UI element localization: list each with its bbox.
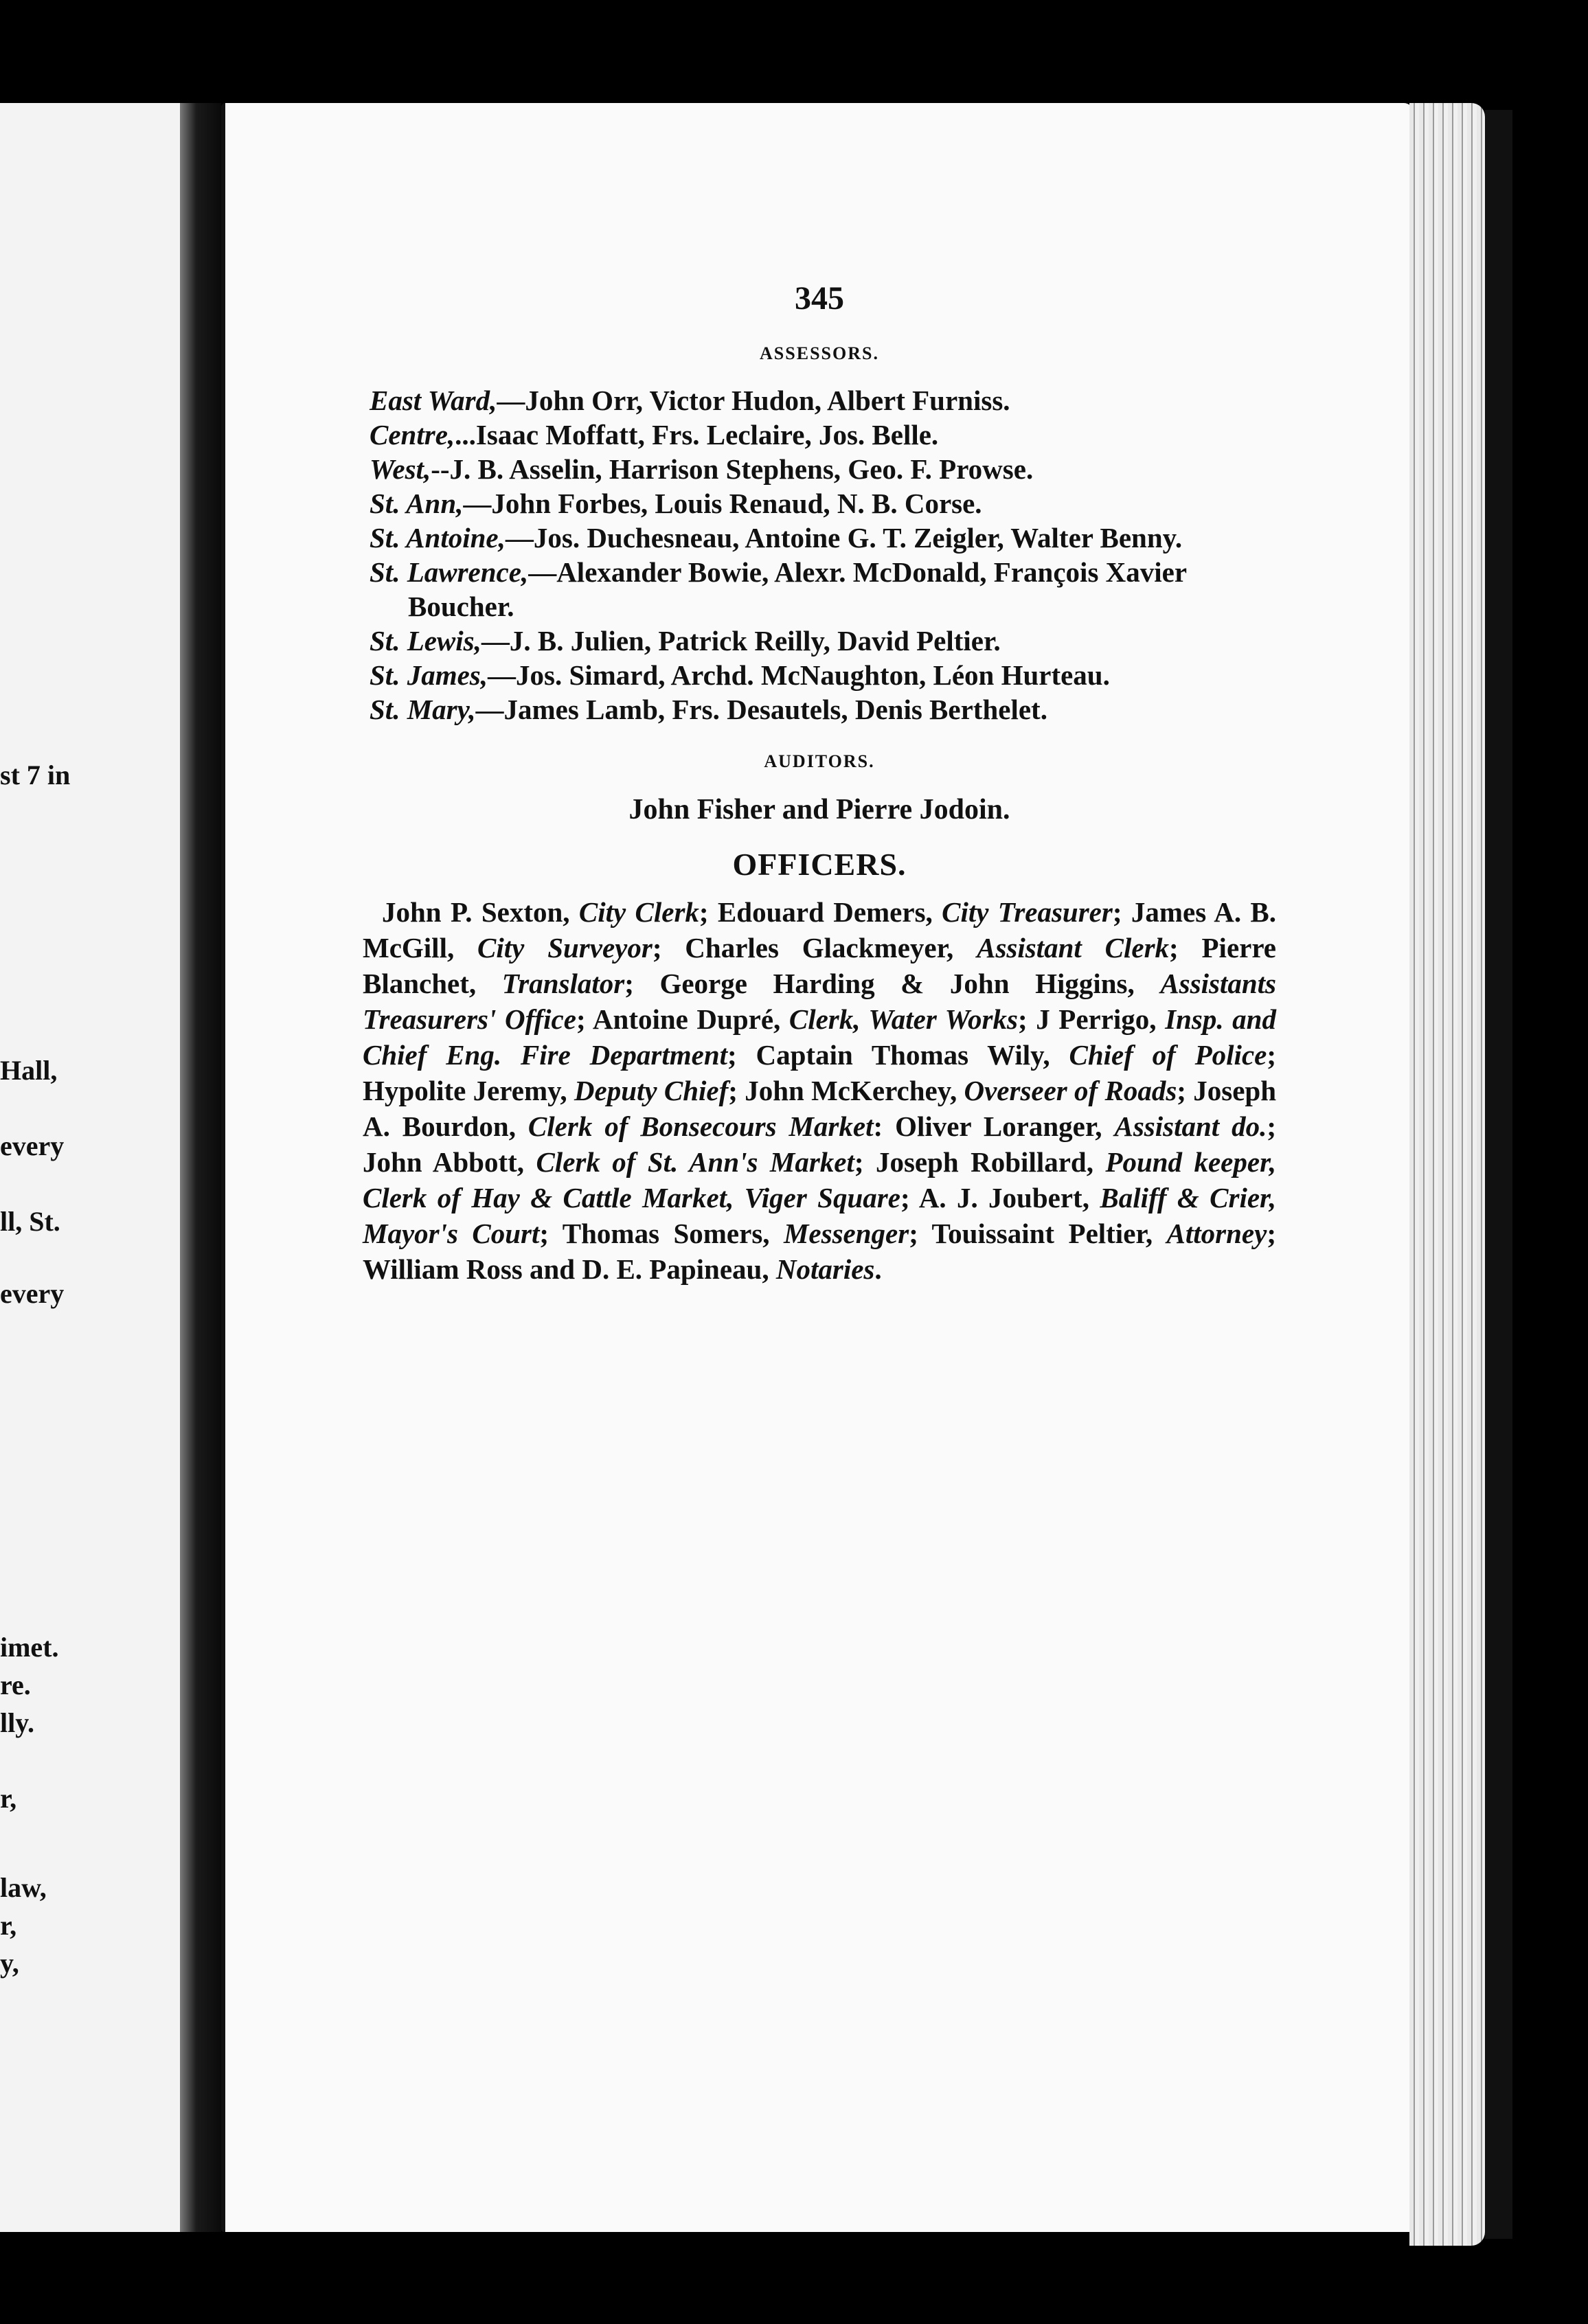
officer-name: Charles Glackmeyer, <box>685 932 977 964</box>
officers-paragraph <box>363 894 1276 1287</box>
ward-name: East Ward, <box>370 385 497 416</box>
ward-name: St. Lewis, <box>370 625 481 657</box>
officer-separator: . <box>874 1253 882 1285</box>
assessor-names: ...Isaac Moffatt, Frs. Leclaire, Jos. Belle. <box>455 419 939 451</box>
officers-heading: OFFICERS. <box>732 847 907 882</box>
officer-role: City Surveyor <box>477 932 653 964</box>
left-page-fragment: every <box>0 1130 65 1161</box>
officer-role: Assistant do. <box>1114 1110 1267 1142</box>
ward-name: Centre, <box>370 419 455 451</box>
officer-separator: ; <box>727 1039 756 1071</box>
officer-role: Insp. and Chief Eng. Fire Department <box>363 1003 1276 1071</box>
officer-name: Joseph A. Bourdon, <box>363 1075 1276 1142</box>
ward-name: St. Ann, <box>370 488 464 519</box>
assessor-entry <box>370 383 1276 418</box>
left-facing-page <box>0 103 180 2232</box>
book-cover-edge <box>1485 110 1512 2239</box>
officer-separator: ; <box>900 1182 919 1214</box>
officer-separator: ; <box>909 1218 932 1249</box>
assessor-entry <box>370 486 1276 521</box>
officer-name: Thomas Somers, <box>562 1218 784 1249</box>
assessor-names: —James Lamb, Frs. Desautels, Denis Berthelet. <box>475 694 1047 725</box>
officer-role: Translator <box>501 968 625 999</box>
left-page-fragment: r, <box>0 1910 17 1941</box>
assessor-names: --J. B. Asselin, Harrison Stephens, Geo. F. Prowse. <box>431 453 1034 485</box>
ward-name: St. Lawrence, <box>370 556 529 588</box>
officer-separator: ; <box>539 1218 563 1249</box>
assessor-entry <box>370 555 1276 624</box>
officer-name: George Harding & John Higgins, <box>659 968 1161 999</box>
officer-separator: ; <box>1267 1218 1276 1249</box>
officer-role: Pound keeper, Clerk of Hay & Cattle Market, Viger Square <box>363 1146 1277 1214</box>
officer-separator: ; <box>1169 932 1202 964</box>
officer-name: John McKerchey, <box>745 1075 964 1106</box>
officer-name: Oliver Loranger, <box>895 1110 1115 1142</box>
officer-separator: ; <box>1267 1110 1277 1142</box>
left-page-fragment: y, <box>0 1948 19 1979</box>
assessor-names: —Jos. Duchesneau, Antoine G. T. Zeigler, Walter Benny. <box>505 522 1183 554</box>
assessor-names: —Alexander Bowie, Alexr. McDonald, François Xavier Boucher. <box>408 556 1187 622</box>
officer-separator: ; <box>652 932 685 964</box>
left-page-fragment: every <box>0 1278 65 1309</box>
assessor-entry <box>370 521 1276 555</box>
officer-role: Clerk of Bonsecours Market <box>528 1110 874 1142</box>
officer-role: City Treasurer <box>942 896 1113 928</box>
ward-name: West, <box>370 453 431 485</box>
right-page <box>221 103 1414 2232</box>
officer-name: Touissaint Peltier, <box>931 1218 1167 1249</box>
left-page-fragment: Hall, <box>0 1055 58 1086</box>
officer-name: Hypolite Jeremy, <box>363 1075 574 1106</box>
officer-role: Baliff & Crier, Mayor's Court <box>363 1182 1276 1249</box>
assessor-names: —J. B. Julien, Patrick Reilly, David Peltier. <box>481 625 1001 657</box>
assessor-names: —John Orr, Victor Hudon, Albert Furniss. <box>497 385 1010 416</box>
officer-separator: : <box>873 1110 896 1142</box>
ward-name: St. Antoine, <box>370 522 506 554</box>
assessors-list <box>363 383 1276 727</box>
left-page-fragment: r, <box>0 1783 17 1814</box>
officer-name: James A. B. McGill, <box>363 896 1277 964</box>
officer-separator: ; <box>1177 1075 1194 1106</box>
officer-name: A. J. Joubert, <box>918 1182 1100 1214</box>
officer-role: Chief of Police <box>1069 1039 1267 1071</box>
left-page-fragment: ll, St. <box>0 1206 60 1237</box>
officer-role: Deputy Chief <box>574 1075 729 1106</box>
officer-separator: ; <box>699 896 718 928</box>
officer-name: Antoine Dupré, <box>592 1003 789 1035</box>
book-gutter <box>180 103 221 2232</box>
assessor-names: —John Forbes, Louis Renaud, N. B. Corse. <box>463 488 982 519</box>
officer-role: Assistants Treasurers' Office <box>363 968 1276 1035</box>
left-page-fragment: law, <box>0 1872 47 1903</box>
ward-name: St. Mary, <box>370 694 476 725</box>
officer-role: Clerk of St. Ann's Market <box>536 1146 854 1178</box>
left-page-fragment: re. <box>0 1670 31 1700</box>
assessor-entry <box>370 624 1276 658</box>
officer-separator: ; <box>1112 896 1131 928</box>
officer-name: Captain Thomas Wily, <box>756 1039 1069 1071</box>
page-content <box>363 282 1276 1287</box>
officer-name: Pierre Blanchet, <box>363 932 1277 999</box>
left-page-fragment: lly. <box>0 1707 35 1738</box>
officer-separator: ; <box>854 1146 876 1178</box>
officer-separator: ; <box>728 1075 745 1106</box>
officer-role: Attorney <box>1166 1218 1267 1249</box>
page-number: 345 <box>795 280 844 317</box>
officer-name: J Perrigo, <box>1036 1003 1166 1035</box>
page-stack-edge <box>1409 103 1485 2246</box>
assessor-names: —Jos. Simard, Archd. McNaughton, Léon Hurteau. <box>488 659 1110 691</box>
auditors-heading: AUDITORS. <box>764 751 875 771</box>
officer-role: Assistant Clerk <box>977 932 1170 964</box>
assessor-entry <box>370 692 1276 727</box>
assessor-entry <box>370 452 1276 486</box>
officer-separator: ; <box>576 1003 593 1035</box>
officer-role: City Clerk <box>578 896 699 928</box>
officer-separator: ; <box>1267 1039 1276 1071</box>
officer-role: Clerk, Water Works <box>789 1003 1018 1035</box>
assessor-entry <box>370 658 1276 692</box>
officer-name: Joseph Robillard, <box>875 1146 1106 1178</box>
officer-name: John Abbott, <box>363 1146 536 1178</box>
left-page-fragment: st 7 in <box>0 760 71 790</box>
officer-name: John P. Sexton, <box>382 896 579 928</box>
officer-separator: ; <box>1017 1003 1036 1035</box>
officer-role: Overseer of Roads <box>964 1075 1177 1106</box>
assessor-entry <box>370 418 1276 452</box>
ward-name: St. James, <box>370 659 488 691</box>
officer-name: Edouard Demers, <box>717 896 942 928</box>
officer-name: William Ross and D. E. Papineau, <box>363 1253 776 1285</box>
officer-role: Notaries <box>775 1253 875 1285</box>
assessors-heading: ASSESSORS. <box>760 343 879 363</box>
officer-role: Messenger <box>783 1218 909 1249</box>
left-page-fragment: imet. <box>0 1632 59 1663</box>
auditors-text: John Fisher and Pierre Jodoin. <box>628 794 1010 825</box>
officer-separator: ; <box>624 968 660 999</box>
